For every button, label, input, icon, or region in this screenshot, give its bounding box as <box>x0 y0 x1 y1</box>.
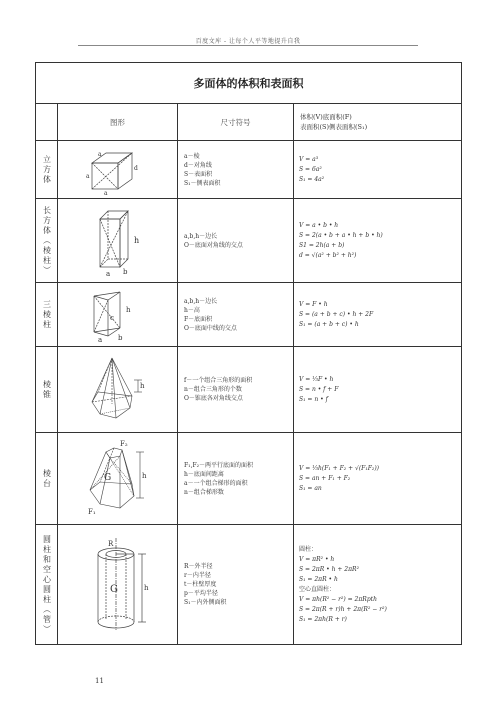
cube-label-a-bottom: a <box>103 189 108 195</box>
frustum-label-f1: F₁ <box>87 507 96 516</box>
figure-cube <box>58 141 178 199</box>
prism-diagram <box>78 286 158 344</box>
formula-line: 圆柱： <box>299 545 318 553</box>
symbol-line: h－底面间距离 <box>184 470 224 478</box>
figure-frustum <box>58 433 178 525</box>
formula-line: d = √(a² + b² + h²) <box>299 251 357 259</box>
header-figure: 图形 <box>58 104 178 141</box>
cuboid-label-b: b <box>122 267 127 276</box>
formulas-frustum <box>294 433 462 525</box>
shape-name: 圆柱和空心圆柱（管） <box>42 534 52 635</box>
symbol-line: O－锥底各对角线交点 <box>184 395 243 402</box>
symbol-line: a,b,h－边长 <box>184 232 218 240</box>
formula-line: V = F • h <box>299 300 328 308</box>
formulas-cuboid <box>294 199 462 283</box>
row-name-cell <box>36 433 58 525</box>
cube-label-a-left: a <box>85 172 90 180</box>
cuboid-label-h: h <box>133 235 139 245</box>
formula-line: S = (a + b + c) • h + 2F <box>299 310 374 318</box>
header-blank-cell <box>36 104 58 141</box>
row-name-cell <box>36 347 58 433</box>
figure-prism <box>58 283 178 347</box>
page-number: 11 <box>95 677 104 685</box>
shape-name: 立方体 <box>42 154 52 185</box>
symbol-line: n－组合梯形数 <box>184 488 224 496</box>
header-formula <box>294 104 462 141</box>
formula-line: V = ⅓h(F₁ + F₂ + √(F₁F₂)) <box>299 464 379 472</box>
symbol-line: n－组合三角形的个数 <box>184 386 242 393</box>
row-name-cell <box>36 199 58 283</box>
formula-line: S₁ = 2πR • h <box>299 575 338 583</box>
symbol-line: F₁,F₂－两平行底面的面积 <box>184 461 254 469</box>
symbols-prism <box>178 283 294 347</box>
formula-line: S1 = 2h(a + b) <box>299 241 345 249</box>
cuboid-label-a: a <box>105 269 110 278</box>
shape-name: 棱锥 <box>42 379 52 400</box>
header-rule <box>78 45 418 46</box>
cylinder-diagram <box>78 530 158 640</box>
formula-line: S = 6a² <box>299 165 322 173</box>
figure-cylinder <box>58 525 178 645</box>
formula-line: V = ⅓F • h <box>299 375 334 383</box>
cuboid-diagram <box>78 203 158 279</box>
cylinder-label-g: G <box>109 583 118 595</box>
row-name-cell <box>36 283 58 347</box>
prism-label-b: b <box>117 333 122 342</box>
symbol-line: O－底面对角线的交点 <box>184 241 243 249</box>
formula-line: 空心直圆柱： <box>299 585 336 593</box>
cube-label-d: d <box>133 164 138 172</box>
symbol-line: a－棱 <box>184 152 200 160</box>
page-header: 百度文库 - 让每个人平等地提升自我 <box>195 38 301 45</box>
symbol-line: a,b,h－边长 <box>184 297 218 305</box>
header-formula-line1: 体积(V)底面积(F) <box>300 113 352 121</box>
cube-label-a-top: a <box>97 150 102 158</box>
formula-line: S = 2πR • h + 2πR² <box>299 565 359 573</box>
formula-line: V = a • b • h <box>299 221 339 229</box>
symbol-line: a－一个组合梯形的面积 <box>184 479 248 487</box>
symbol-line: t－柱壁厚度 <box>184 581 217 588</box>
symbol-line: S－表面积 <box>184 170 213 178</box>
symbols-pyramid <box>178 347 294 433</box>
symbol-line: d－对角线 <box>184 161 212 169</box>
symbols-cube <box>178 141 294 199</box>
shape-name: 长方体（棱柱） <box>42 205 52 276</box>
header-symbols: 尺寸符号 <box>178 104 294 141</box>
symbol-line: S₁－侧表面积 <box>184 179 221 187</box>
prism-label-a: a <box>97 335 102 344</box>
pyramid-label-h: h <box>139 381 145 390</box>
formula-line: V = a³ <box>299 155 319 163</box>
frustum-label-f2: F₂ <box>119 439 128 448</box>
symbols-frustum <box>178 433 294 525</box>
formula-line: S₁ = an <box>299 484 322 492</box>
formula-line: S₁ = 2πh(R + r) <box>299 615 347 623</box>
pyramid-diagram <box>78 352 158 428</box>
row-name-cell <box>36 141 58 199</box>
frustum-label-h: h <box>141 471 147 480</box>
symbol-line: p－平均半径 <box>184 590 218 597</box>
symbol-line: f－一个组合三角形的面积 <box>184 377 253 384</box>
shape-name: 棱台 <box>42 468 52 489</box>
symbol-line: F－底面积 <box>184 315 213 323</box>
formulas-cube <box>294 141 462 199</box>
formula-line: V = πR² • h <box>299 555 335 563</box>
formula-table <box>35 62 462 645</box>
cylinder-label-r: R <box>107 539 113 548</box>
formulas-prism <box>294 283 462 347</box>
formula-line: S = 2(a • b + a • h + b • h) <box>299 231 383 239</box>
table-title: 多面体的体积和表面积 <box>36 63 462 104</box>
shape-name: 三棱柱 <box>42 299 52 330</box>
formula-line: S = 2π(R + r)h + 2π(R² − r²) <box>299 605 387 613</box>
symbol-line: S₁－内外侧面积 <box>184 599 227 606</box>
formula-line: S₁ = n • f <box>299 395 328 403</box>
prism-label-h: h <box>125 305 131 314</box>
frustum-label-g: G <box>103 472 111 483</box>
frustum-diagram <box>78 438 158 520</box>
symbol-line: O－底面中线的交点 <box>184 324 237 332</box>
formula-line: S = an + F₁ + F₂ <box>299 474 351 482</box>
formula-line: S = n • f + F <box>299 385 339 393</box>
symbol-line: R－外半径 <box>184 563 213 570</box>
figure-cuboid <box>58 199 178 283</box>
cylinder-label-h: h <box>143 583 149 592</box>
formula-line: V = πh(R² − r²) = 2πRpth <box>299 595 377 603</box>
row-name-cell <box>36 525 58 645</box>
symbol-line: r－内半径 <box>184 572 211 579</box>
prism-label-c: c <box>109 313 114 322</box>
symbols-cuboid <box>178 199 294 283</box>
cube-diagram <box>78 145 158 195</box>
formula-line: S₁ = (a + b + c) • h <box>299 320 359 328</box>
formulas-cylinder <box>294 525 462 645</box>
formulas-pyramid <box>294 347 462 433</box>
figure-pyramid <box>58 347 178 433</box>
header-formula-line2: 表面积(S)侧表面积(S₁) <box>300 123 368 131</box>
symbols-cylinder <box>178 525 294 645</box>
symbol-line: h－高 <box>184 306 200 314</box>
formula-line: S₁ = 4a² <box>299 175 325 183</box>
